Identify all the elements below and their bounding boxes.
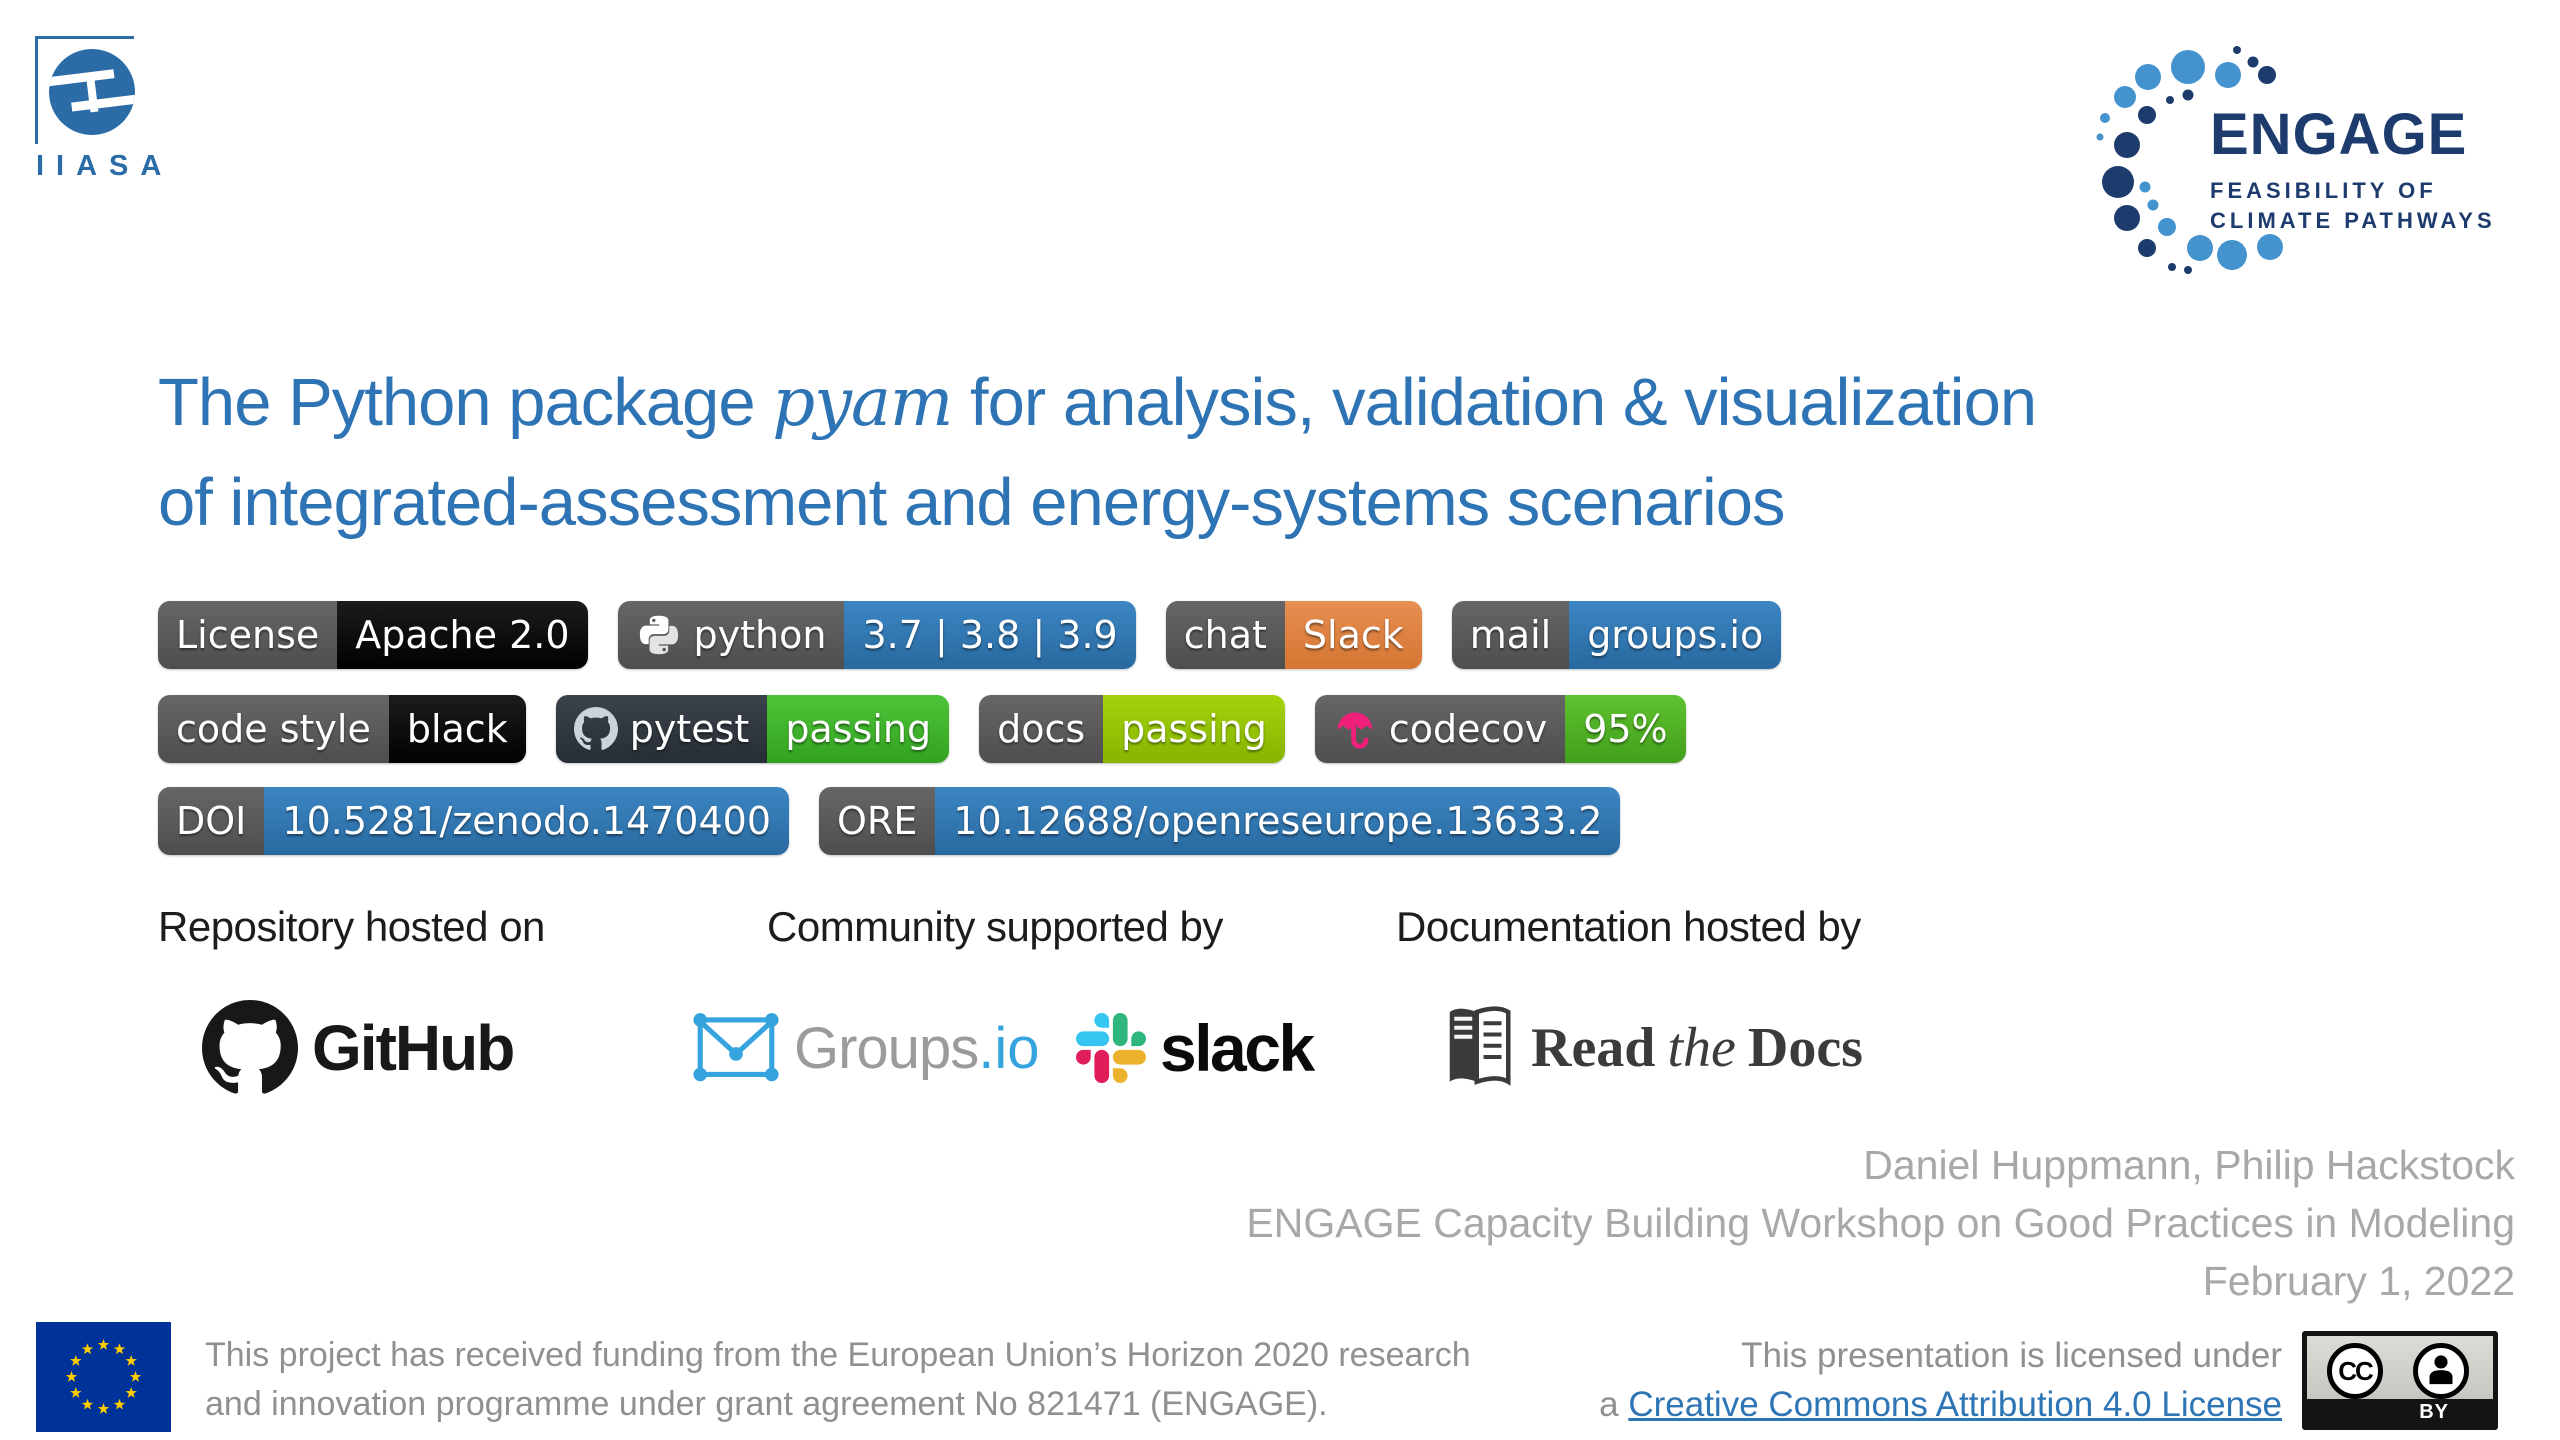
docs-hosted-label: Documentation hosted by <box>1396 903 1861 950</box>
cc-logo-icon: CC <box>2327 1343 2383 1399</box>
license-line1: This presentation is licensed under <box>1741 1336 2282 1375</box>
badge-mail-label: mail <box>1452 601 1569 669</box>
badge-codestyle-value: black <box>389 695 526 763</box>
license-statement <box>1599 1331 2282 1429</box>
badge-chat-label: chat <box>1166 601 1285 669</box>
iiasa-logo <box>35 30 174 190</box>
badge-mail <box>1452 601 1781 669</box>
title-line1-post: for analysis, validation & visualization <box>952 365 2037 440</box>
badge-docs-label: docs <box>979 695 1103 763</box>
badge-codecov-label: codecov <box>1388 707 1548 751</box>
rtd-word-docs: Docs <box>1747 1017 1863 1079</box>
groupsio-envelope-icon <box>690 1007 782 1089</box>
credits-authors: Daniel Huppmann, Philip Hackstock <box>1863 1142 2515 1188</box>
credits-event: ENGAGE Capacity Building Workshop on Good Practices in Modeling <box>1246 1200 2515 1246</box>
rtd-word-read: Read <box>1531 1017 1656 1079</box>
badge-chat-value: Slack <box>1285 601 1422 669</box>
readthedocs-book-icon <box>1443 1002 1515 1094</box>
cc-by-badge <box>2302 1331 2498 1430</box>
slack-hash-icon <box>1076 1013 1146 1083</box>
cc-by-strip: BY <box>2307 1399 2493 1425</box>
python-icon <box>636 612 682 658</box>
badge-ore <box>819 787 1620 855</box>
person-icon <box>2418 1348 2464 1394</box>
title-pyam: pyam <box>772 363 953 441</box>
codecov-umbrella-icon <box>1333 707 1377 751</box>
badge-license-label: License <box>158 601 337 669</box>
cc-attribution-person-icon <box>2413 1343 2469 1399</box>
title-line2: of integrated-assessment and energy-systems scenarios <box>158 465 1785 540</box>
github-wordmark: GitHub <box>312 1012 514 1084</box>
groupsio-logo <box>690 998 1039 1098</box>
badge-ore-label: ORE <box>819 787 935 855</box>
engage-tagline-line1: FEASIBILITY OF <box>2210 178 2437 203</box>
slide-title <box>158 352 2036 553</box>
community-supported-label: Community supported by <box>767 903 1223 950</box>
badge-license <box>158 601 588 669</box>
engage-text <box>2210 101 2496 236</box>
credits-block <box>1246 1136 2515 1310</box>
eu-flag-icon <box>36 1322 171 1432</box>
badge-python-value: 3.7 | 3.8 | 3.9 <box>844 601 1135 669</box>
badge-license-value: Apache 2.0 <box>337 601 587 669</box>
iiasa-wordmark: IIASA <box>36 150 174 182</box>
github-octocat-icon <box>574 707 618 751</box>
repo-hosted-label: Repository hosted on <box>158 903 545 950</box>
badge-row-1 <box>158 601 1781 669</box>
groupsio-wordmark: Groups <box>794 1015 979 1081</box>
rtd-word-the: the <box>1667 1017 1736 1079</box>
slack-wordmark: slack <box>1160 1011 1313 1085</box>
badge-row-2 <box>158 695 1686 763</box>
badge-docs <box>979 695 1285 763</box>
badge-codestyle <box>158 695 526 763</box>
title-line1 <box>158 352 2036 453</box>
engage-tagline-line2: CLIMATE PATHWAYS <box>2210 208 2496 233</box>
badge-pytest <box>556 695 949 763</box>
badge-docs-value: passing <box>1103 695 1285 763</box>
badge-codestyle-label: code style <box>158 695 389 763</box>
badge-python-label: python <box>693 613 827 657</box>
engage-name: ENGAGE <box>2210 102 2468 167</box>
badge-chat <box>1166 601 1422 669</box>
github-octocat-mark-icon <box>202 1000 298 1096</box>
badge-row-3 <box>158 787 1620 855</box>
badge-codecov-value: 95% <box>1565 695 1685 763</box>
github-logo <box>202 998 513 1098</box>
badge-doi-value: 10.5281/zenodo.1470400 <box>264 787 789 855</box>
badge-codecov <box>1315 695 1686 763</box>
funding-statement <box>205 1331 1471 1429</box>
badge-mail-value: groups.io <box>1569 601 1781 669</box>
credits-date: February 1, 2022 <box>2202 1258 2515 1304</box>
title-line1-pre: The Python package <box>158 365 773 440</box>
badge-pytest-label: pytest <box>629 707 750 751</box>
badge-doi <box>158 787 789 855</box>
badge-doi-label: DOI <box>158 787 264 855</box>
funding-line2: and innovation programme under grant agreement No 821471 (ENGAGE). <box>205 1385 1328 1423</box>
slack-logo <box>1076 998 1313 1098</box>
engage-logo <box>2085 15 2555 295</box>
badge-ore-value: 10.12688/openreseurope.13633.2 <box>935 787 1620 855</box>
readthedocs-logo <box>1443 998 1863 1098</box>
badge-python <box>618 601 1136 669</box>
engage-tagline <box>2210 176 2496 236</box>
creative-commons-link[interactable]: Creative Commons Attribution 4.0 License <box>1628 1385 2282 1424</box>
iiasa-globe-icon <box>48 48 136 136</box>
license-line2 <box>1599 1380 2282 1429</box>
funding-line1: This project has received funding from the European Union’s Horizon 2020 research <box>205 1336 1471 1374</box>
license-line2-prefix: a <box>1599 1385 1629 1424</box>
badge-pytest-value: passing <box>767 695 949 763</box>
groupsio-tld: .io <box>978 1015 1040 1081</box>
